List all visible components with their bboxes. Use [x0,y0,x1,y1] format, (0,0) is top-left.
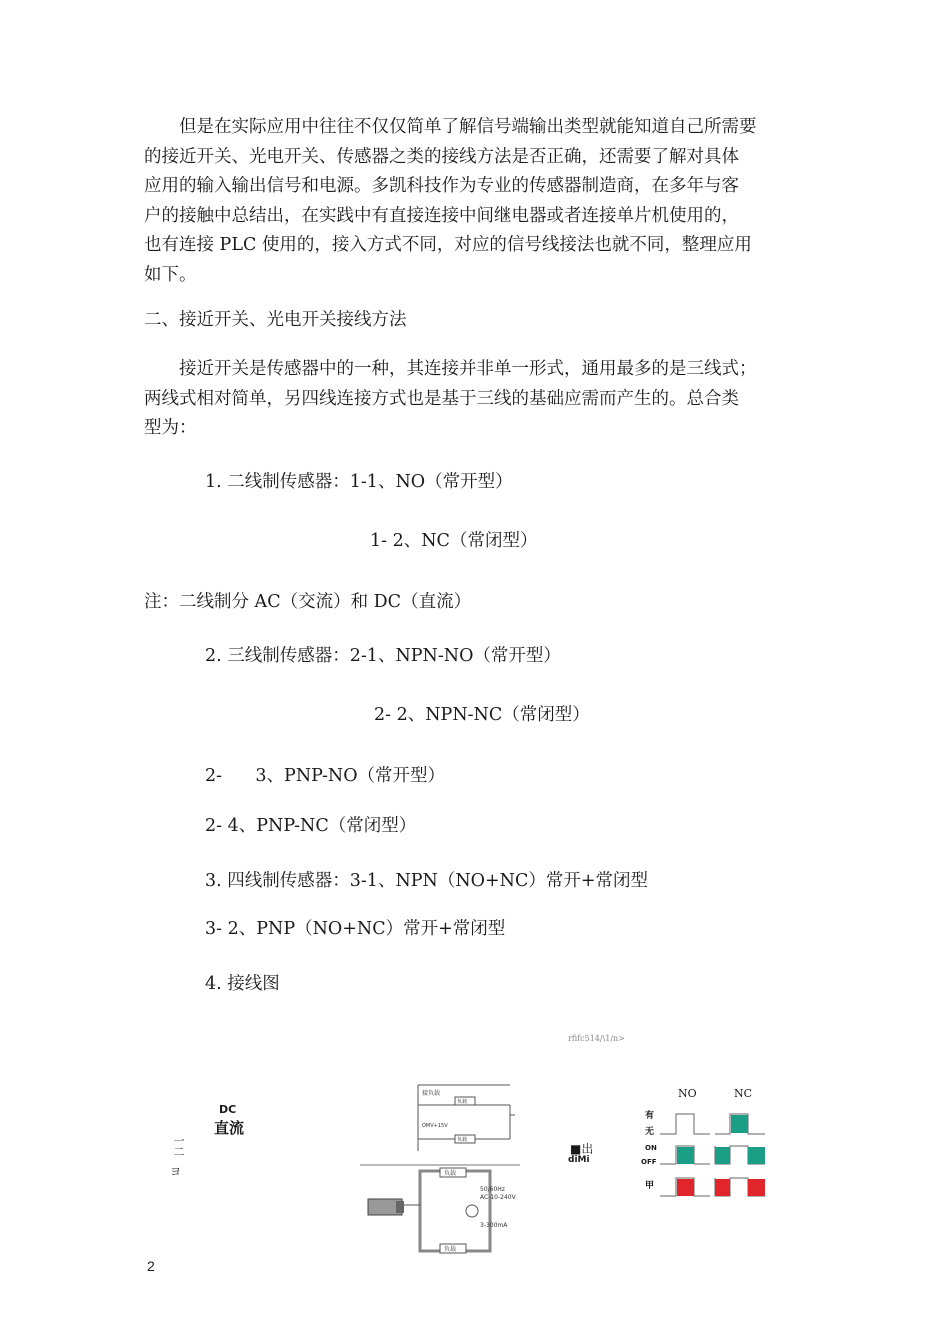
text-line: 的接近开关、光电开关、传感器之类的接线方法是否正确，还需要了解对具体 [144,146,739,167]
timing-block-red [715,1179,730,1196]
timing-row-label: 有 [645,1111,655,1121]
note-text: 注：二线制分 AC（交流）和 DC（直流） [144,592,472,612]
wire-label: 接负载 [422,1090,441,1097]
ac-spec: 3-300mA [480,1222,508,1229]
wire-label: OMV+15V [422,1123,448,1129]
timing-chart [660,1100,775,1205]
type-paragraph [144,355,814,444]
timing-block-green [677,1147,694,1164]
list-item: 2- 2、NPN-NC（常闭型） [374,705,590,725]
timing-header-nc: NC [734,1087,753,1100]
timing-block-green [748,1147,765,1164]
list-item: 2- 4、PNP-NC（常闭型） [205,816,417,836]
text-line: 应用的输入输出信号和电源。多凯科技作为专业的传感器制造商，在多年与客 [144,176,739,196]
wire-label: 负载 [457,1137,468,1143]
timing-row-label: 甲 [645,1181,655,1191]
timing-header-no: NO [678,1087,697,1100]
ac-spec: 50/60Hz [480,1186,505,1193]
list-item: 1. 二线制传感器：1-1、NO（常开型） [205,472,513,492]
figure-caption: rfifc514/\1/n> [568,1034,625,1043]
list-item: 1- 2、NC（常闭型） [370,531,538,551]
wire-label: 负载 [457,1099,468,1105]
text-line: 两线式相对简单，另四线连接方式也是基于三线的基础应需而产生的。总合类 [144,388,739,409]
list-item: 3- 2、PNP（NO+NC）常开+常闭型 [205,919,506,939]
dc-label: DC [219,1103,237,1116]
section-heading: 二、接近开关、光电开关接线方法 [144,310,407,330]
list-item: 3. 四线制传感器：3-1、NPN（NO+NC）常开+常闭型 [205,871,649,891]
text-line: 户的接触中总结出，在实践中有直接连接中间继电器或者连接单片机使用的， [144,205,739,226]
page-number: 2 [147,1258,155,1274]
timing-row-label: ON [645,1144,657,1152]
text-line: 也有连接 PLC 使用的，接入方式不同，对应的信号线接法也就不同，整理应用 [144,235,752,255]
timing-row-label: 无 [645,1127,655,1137]
timing-block-red [748,1179,765,1196]
list-item: 2. 三线制传感器：2-1、NPN-NO（常开型） [205,646,561,666]
text-line: 接近开关是传感器中的一种，其连接并非单一形式，通用最多的是三线式； [144,359,757,379]
timing-row-label: OFF [641,1158,657,1166]
wiring-diagram [360,1075,550,1255]
timing-block-green [715,1147,730,1164]
load-label: 负载 [444,1246,457,1253]
timing-block-green [731,1115,748,1133]
output-label-2: diMi [568,1155,590,1165]
text-line: 如下。 [144,264,197,285]
intro-paragraph [144,113,814,290]
text-line: 型为： [144,418,197,438]
list-item: 4. 接线图 [205,974,280,994]
output-label: ■出 [570,1142,594,1156]
side-glyph: 一二 [172,1135,185,1157]
list-item: 2- 3、PNP-NO（常开型） [205,766,446,786]
dc-chinese-label: 直流 [214,1119,245,1137]
timing-block-red [677,1179,694,1196]
load-label: 负载 [444,1170,457,1177]
text-line: 但是在实际应用中往往不仅仅简单了解信号端输出类型就能知道自己所需要 [144,117,757,137]
ac-spec: AC-10-240V [480,1194,516,1201]
side-bottom-glyph: ヨ [170,1165,181,1178]
